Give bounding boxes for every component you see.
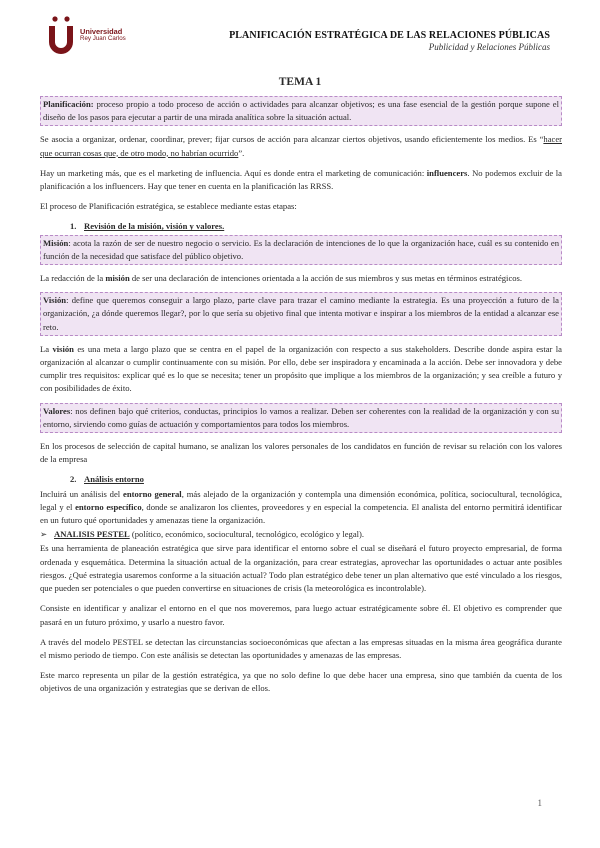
definition-mision	[40, 235, 562, 265]
section-title: TEMA 1	[278, 76, 322, 88]
paragraph-asocia	[40, 133, 562, 159]
definition-vision	[40, 292, 562, 336]
term-mision: Misión	[43, 237, 69, 248]
paragraph-vision	[40, 343, 562, 396]
paragraph-text: La redacción de la	[40, 273, 106, 284]
paragraph-proceso: El proceso de Planificación estratégica, se establece mediante estas etapas:	[40, 201, 297, 212]
paragraph-marketing	[40, 167, 562, 193]
term-vision: Visión	[43, 295, 67, 306]
paragraph-entorno	[40, 488, 562, 528]
paragraph-text: Hay un marketing más, que es el marketing de influencia. Aquí es donde entra el marketing de comunicación:	[40, 167, 427, 178]
paragraph-text: , más alejado de la organización y contempla una dimensión económica, política, sociocultural, tecnológica, legal y el	[40, 488, 562, 512]
logo-text	[80, 28, 126, 42]
bold-influencers: influencers	[426, 167, 468, 178]
term-valores: Valores	[43, 405, 71, 416]
document-header	[229, 30, 550, 52]
paragraph-text: Incluirá un análisis del	[40, 488, 123, 499]
section-label: Revisión de la misión, visión y valores.	[84, 221, 225, 232]
section-label: Análisis entorno	[84, 474, 144, 485]
definition-text: : acota la razón de ser de nuestro negocio o servicio. Es la declaración de intenciones de lo que la organización hace, cuál es su contenido en función de la necesidad que satisface del público objetivo.	[43, 237, 559, 261]
pestel-label: ANALISIS PESTEL	[54, 529, 130, 540]
heading-section-2	[70, 473, 562, 486]
paragraph-seleccion: En los procesos de selección de capital humano, se analizan los valores personales de los candidatos en función de revisar su relación con los valores de la empresa	[40, 441, 562, 465]
heading-section-1	[70, 220, 562, 233]
bold-entorno-especifico: entorno específico	[75, 501, 142, 512]
university-logo	[46, 14, 136, 60]
course-title: PLANIFICACIÓN ESTRATÉGICA DE LAS RELACIONES PÚBLICAS	[229, 30, 550, 41]
logo-line-1: Universidad	[80, 27, 123, 36]
bold-mision: misión	[105, 273, 130, 284]
paragraph-text: ”.	[238, 147, 245, 158]
paragraph-text: . No podemos excluir de la planificación a los influencers. Hay que tener en cuenta en la planificación las RRSS.	[40, 167, 562, 192]
paragraph-text: La	[40, 343, 53, 354]
paragraph-pestel: Es una herramienta de planeación estratégica que sirve para identificar el entorno sobre el cual se diseñará el futuro proyecto empresarial, de forma ordenada y esquemática. Determina la situación actual de la organización, para crear estrategias, aprovechar las oportunidades o actuar ante posibles riesgos. ¿Qué estrategia usaremos conforme a la situación actual? Todo plan estratégico debe tener un plan alternativo que esté vinculado a los riesgos, que pueden ser potenciales o que pueden convertirse en situaciones de crisis (la meteorológica es incontrolable).	[40, 543, 562, 594]
pestel-bullet	[40, 528, 562, 541]
bold-entorno-general: entorno general	[123, 488, 182, 499]
course-subtitle: Publicidad y Relaciones Públicas	[428, 42, 550, 52]
definition-planificacion	[40, 96, 562, 126]
paragraph-traves: A través del modelo PESTEL se detectan las circunstancias socioeconómicas que afectan a las empresas situadas en la misma área geográfica durante el mismo periodo de tiempo. Con este análisis se detectan las oportunidades y amenazas de las empresas.	[40, 636, 562, 660]
paragraph-marco: Este marco representa un pilar de la gestión estratégica, ya que no solo define lo que debe hacer una empresa, sino que también da cuenta de los objetivos de una organización y estrategias que se derivan de ellos.	[40, 670, 562, 694]
term-planificacion: Planificación:	[43, 99, 94, 109]
paragraph-redaccion	[40, 272, 562, 285]
bold-vision: visión	[52, 343, 74, 354]
university-crest-icon	[46, 14, 76, 58]
section-number: 1.	[70, 221, 77, 232]
paragraph-text: es una meta a largo plazo que se centra en el papel de la organización con respecto a sus stakeholders. Describe donde aspira estar la organización al alcanzar o cumplir continuamente con su misión. Por ello, debe ser inspiradora y encaminada a la acción. Debe ser innovadora y debe cumplir tres requisitos: explicar qué es lo que se necesita; tener un propósito que implique a los miembros de la organización; y sea creíble a futuro y con posibilidades de éxito.	[40, 343, 562, 394]
arrow-bullet-icon: ➢	[40, 529, 48, 540]
section-number: 2.	[70, 474, 77, 485]
underlined-quote: hacer que ocurran cosas que, de otro modo, no habrían ocurrido	[40, 134, 562, 158]
paragraph-consiste: Consiste en identificar y analizar el entorno en el que nos moveremos, para luego actuar estratégicamente sobre él. El objetivo es comprender que pasará en un futuro próximo, y usarlo a nuestro favor.	[40, 603, 562, 627]
definition-text: proceso propio a todo proceso de acción o actividades para alcanzar objetivos; es una fase esencial de la gestión porque supone el diseño de los pasos para ejecutar a partir de una mirada analítica sobre la situación actual.	[43, 99, 559, 123]
definition-text: : define que queremos conseguir a largo plazo, parte clave para trazar el camino mediante la estrategia. Es una proyección a futuro de la organización, ¿a dónde queremos llegar?, por lo que sería su objetivo final que intenta motivar e inspirar a los miembros de la entidad a alcanzar ese reto.	[43, 295, 559, 332]
document-body	[40, 96, 562, 703]
paragraph-text: Se asocia a organizar, ordenar, coordinar, prever; fijar cursos de acción para alcanzar ciertos objetivos, usando eficientemente los medios. Es “	[40, 134, 544, 145]
definition-valores	[40, 403, 562, 433]
paragraph-text: de ser una declaración de intenciones orientada a la acción de sus miembros y sus metas en términos estratégicos.	[129, 273, 523, 284]
pestel-text: (político, económico, sociocultural, tecnológico, ecológico y legal).	[129, 529, 365, 540]
logo-line-2: Rey Juan Carlos	[80, 34, 126, 42]
page-number: 1	[537, 798, 542, 808]
definition-text: : nos definen bajo qué criterios, conductas, principios lo vamos a realizar. Deben ser coherentes con la realidad de la organización y con su entorno, sirviendo como guías de actuación y comportamientos para todos los miembros.	[43, 405, 559, 429]
paragraph-text: , donde se analizaron los clientes, proveedores y en especial la competencia. El analista del entorno permitirá identificar en un futuro qué oportunidades y amenazas tiene la organización.	[40, 501, 562, 526]
